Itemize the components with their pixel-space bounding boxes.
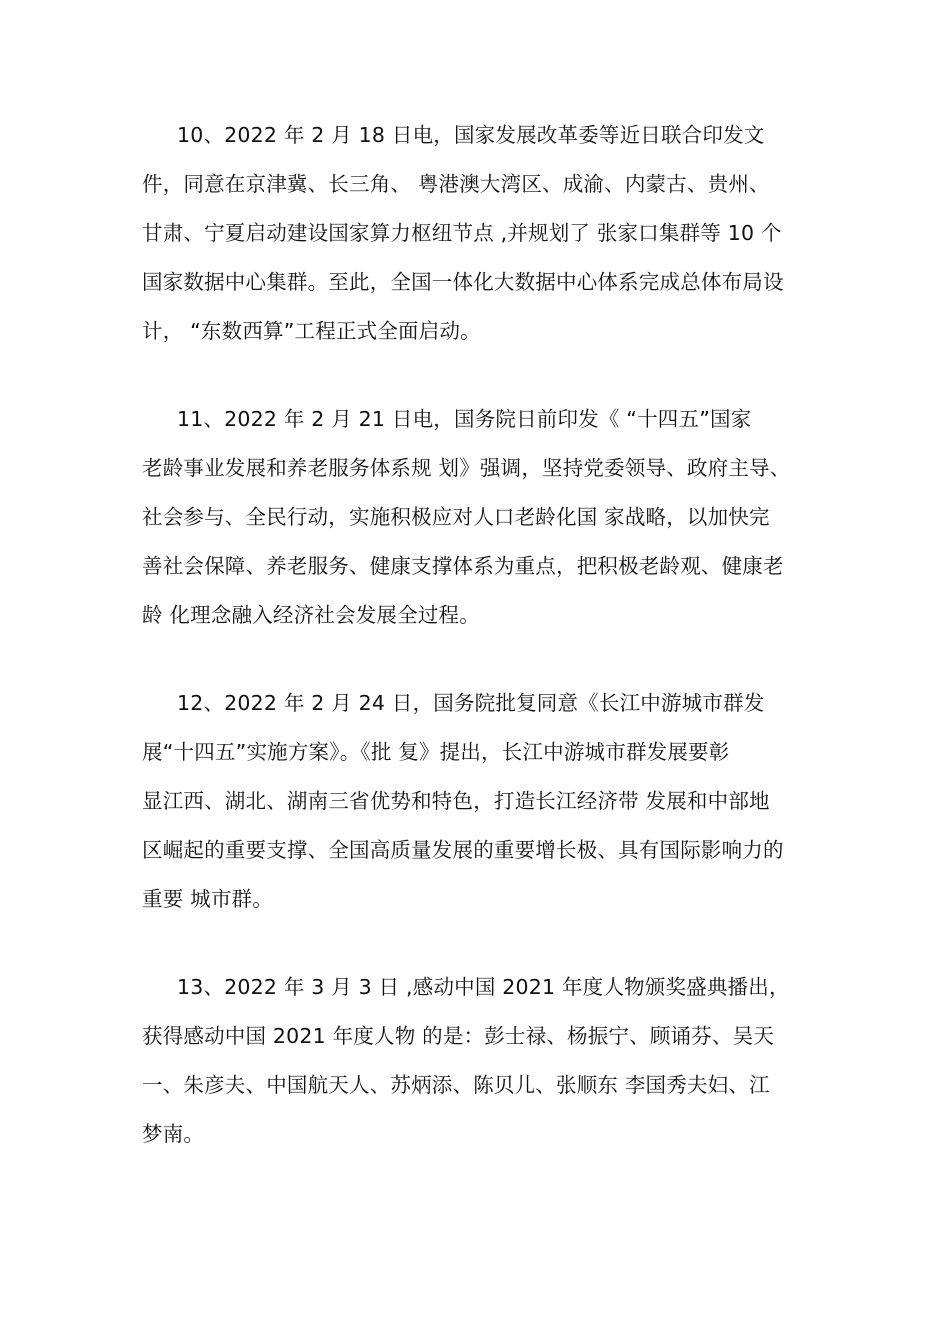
paragraph-line: 社会参与、全民行动，实施积极应对人口老龄化国 家战略，以加快完 (142, 505, 770, 529)
paragraph-line: 件，同意在京津冀、长三角、 粤港澳大湾区、成渝、内蒙古、贵州、 (142, 172, 770, 196)
paragraph-line: 获得感动中国 2021 年度人物 的是：彭士禄、杨振宁、顾诵芬、吴天 (142, 1024, 775, 1048)
paragraph-line: 11、2022 年 2 月 21 日电，国务院日前印发《 “十四五”国家 (177, 407, 752, 431)
paragraph-line: 一、朱彦夫、中国航天人、苏炳添、陈贝儿、张顺东 李国秀夫妇、江 (142, 1073, 770, 1097)
paragraph-line: 12、2022 年 2 月 24 日，国务院批复同意《长江中游城市群发 (177, 691, 765, 715)
paragraph-line: 计， “东数西算”工程正式全面启动。 (142, 319, 481, 343)
paragraph-11 (142, 395, 822, 640)
paragraph-10 (142, 111, 822, 356)
paragraph-line: 善社会保障、养老服务、健康支撑体系为重点，把积极老龄观、健康老 (142, 554, 784, 578)
paragraph-line: 10、2022 年 2 月 18 日电，国家发展改革委等近日联合印发文 (177, 123, 765, 147)
paragraph-line: 展“十四五”实施方案》。《批 复》提出，长江中游城市群发展要彰 (142, 740, 730, 764)
paragraph-line: 显江西、湖北、湖南三省优势和特色，打造长江经济带 发展和中部地 (142, 789, 770, 813)
paragraph-line: 区崛起的重要支撑、全国高质量发展的重要增长极、具有国际影响力的 (142, 838, 784, 862)
paragraph-13 (142, 963, 822, 1159)
paragraph-line: 重要 城市群。 (142, 887, 273, 911)
paragraph-12 (142, 679, 822, 924)
paragraph-line: 国家数据中心集群。至此，全国一体化大数据中心体系完成总体布局设 (142, 270, 784, 294)
paragraph-line: 老龄事业发展和养老服务体系规 划》强调，坚持党委领导、政府主导、 (142, 456, 791, 480)
paragraph-line: 龄 化理念融入经济社会发展全过程。 (142, 603, 480, 627)
paragraph-line: 梦南。 (142, 1122, 205, 1146)
paragraph-line: 甘肃、宁夏启动建设国家算力枢纽节点 ,并规划了 张家口集群等 10 个 (142, 221, 782, 245)
paragraph-line: 13、2022 年 3 月 3 日 ,感动中国 2021 年度人物颁奖盛典播出， (177, 975, 790, 999)
